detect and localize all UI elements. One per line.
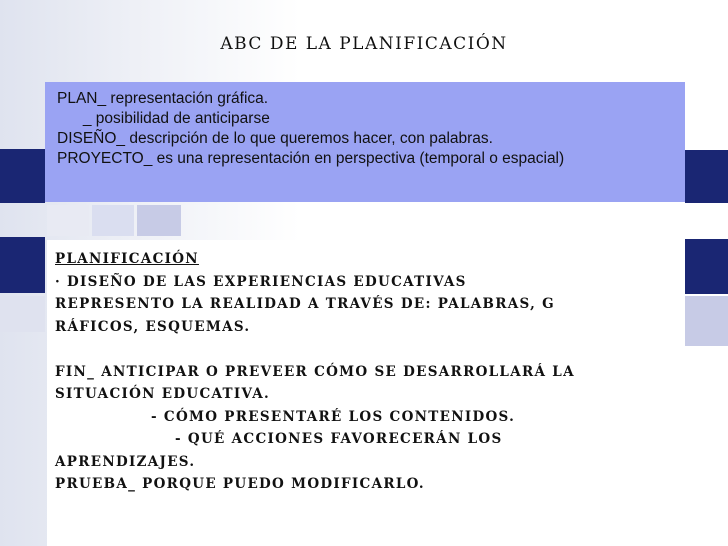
decor-square-right-middle [685,239,728,294]
content-line: SITUACIÓN EDUCATIVA. [55,386,271,402]
definition-line: PLAN_ representación gráfica. [57,90,269,107]
decor-square-small-3 [137,205,181,236]
decor-square-right-bottom [685,296,728,346]
content-line [55,338,575,361]
content-line: · DISEÑO DE LAS EXPERIENCIAS EDUCATIVAS [55,273,467,290]
decor-square-small-1 [47,205,89,236]
definition-line: PROYECTO_ es una representación en perspectiva (temporal o espacial) [57,150,565,167]
slide-title: ABC DE LA PLANIFICACIÓN [220,34,508,54]
definitions-text [57,89,564,169]
decor-square-right-top [685,150,728,203]
content-heading: PLANIFICACIÓN [55,251,199,267]
decor-square-left-top [0,149,45,203]
content-line: - CÓMO PRESENTARÉ LOS CONTENIDOS. [55,408,516,425]
content-line: - QUÉ ACCIONES FAVORECERÁN LOS [55,431,503,447]
definition-line: DISEÑO_ descripción de lo que queremos hacer, con palabras. [57,130,493,147]
content-line: PRUEBA_ PORQUE PUEDO MODIFICARLO. [55,476,425,492]
definition-line: _ posibilidad de anticiparse [57,110,270,127]
content-line: RÁFICOS, ESQUEMAS. [55,318,251,335]
content-line: FIN_ ANTICIPAR O PREVEER CÓMO SE DESARROLLARÁ LA [55,363,575,380]
decor-square-left-lower [0,296,45,332]
decor-square-left-bottom [0,237,45,293]
content-line: APRENDIZAJES. [55,453,196,470]
content-line: REPRESENTO LA REALIDAD A TRAVÉS DE: PALABRAS, G [55,296,555,312]
decor-square-small-2 [92,205,134,236]
content-text [55,248,575,496]
